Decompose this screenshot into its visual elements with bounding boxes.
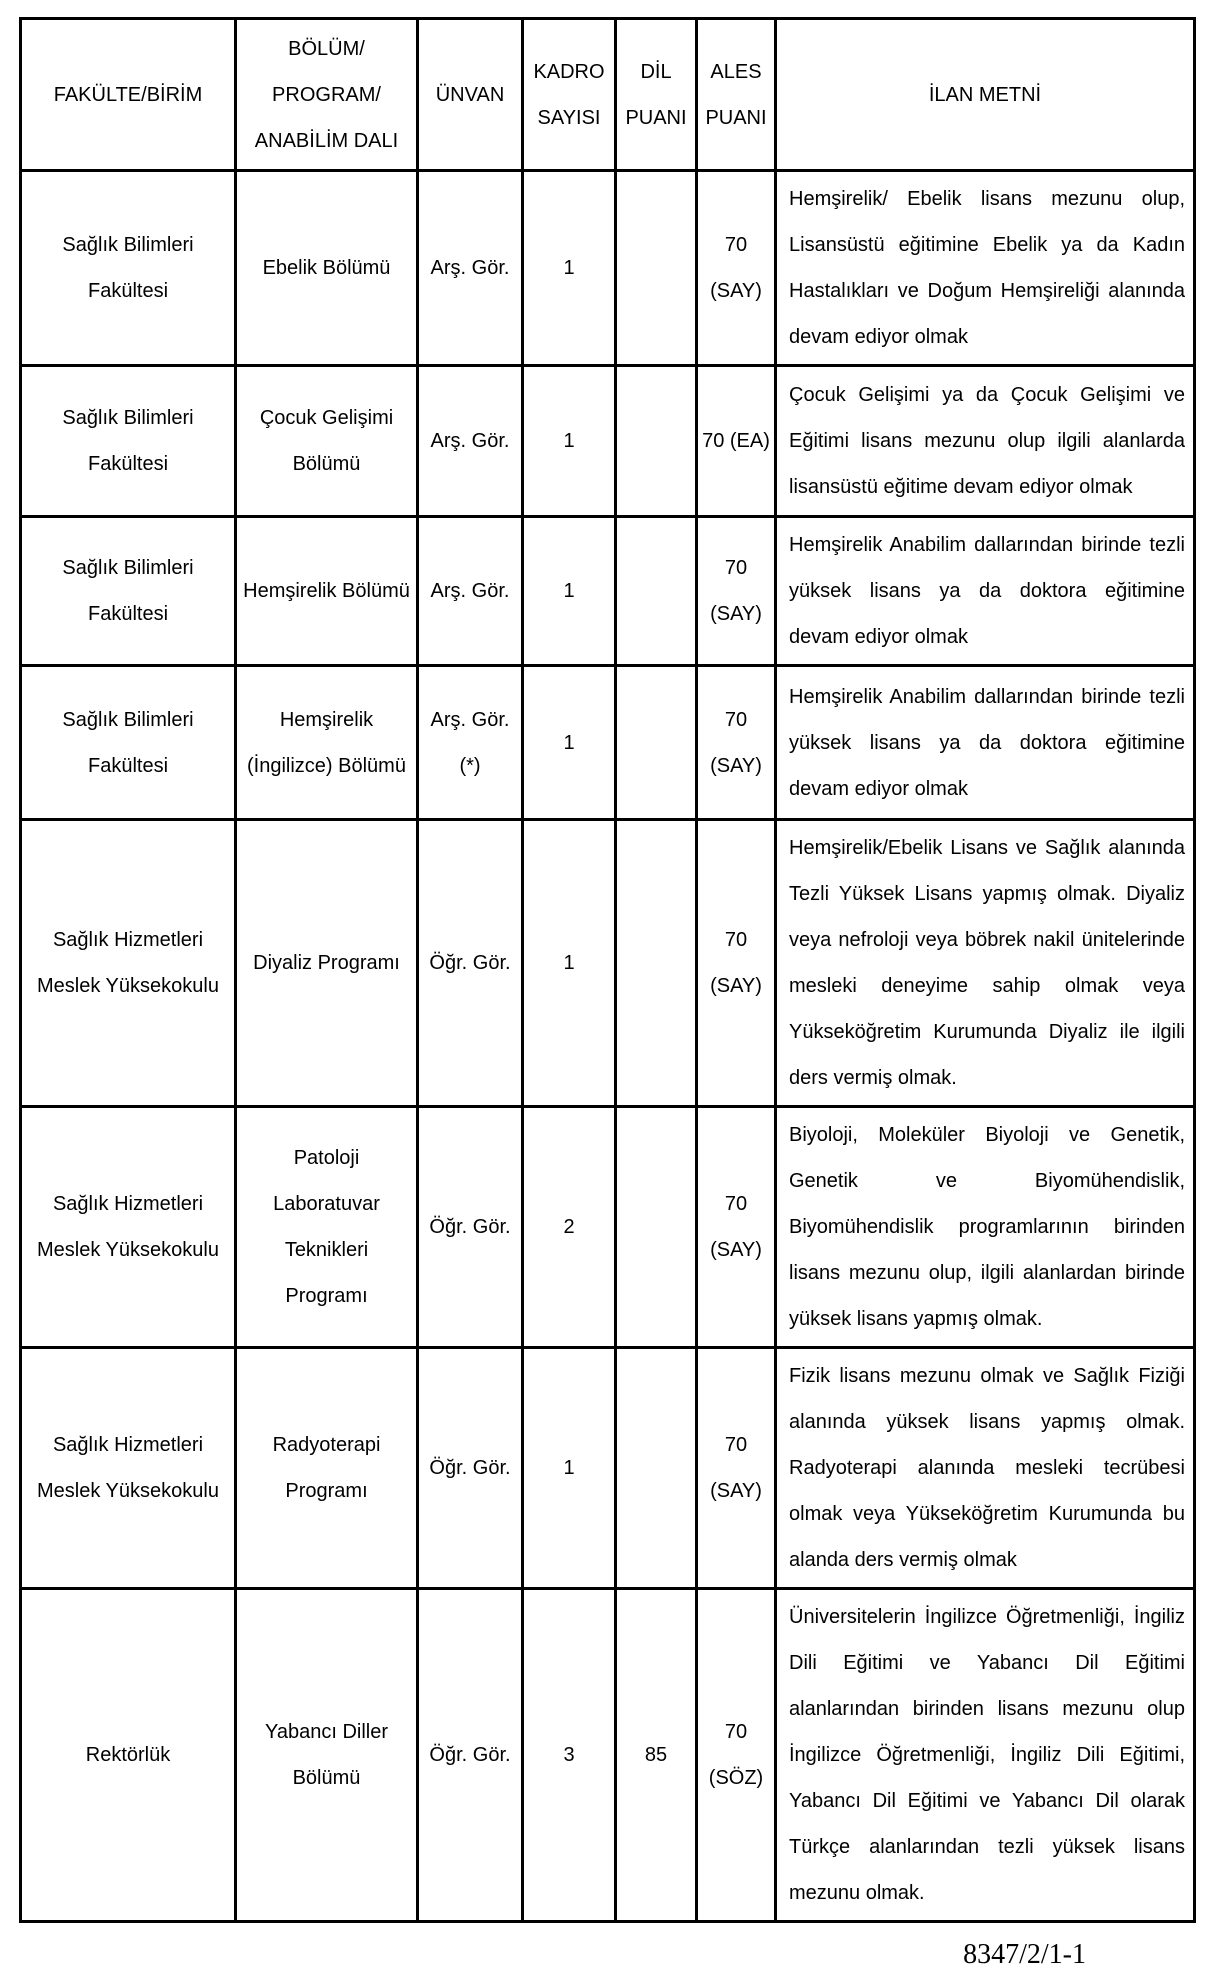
cell-unvan: Arş. Gör. (*) <box>418 666 523 820</box>
cell-bolum: Patoloji Laboratuvar Teknikleri Programı <box>236 1107 418 1348</box>
cell-fakulte: Sağlık Hizmetleri Meslek Yüksekokulu <box>21 820 236 1107</box>
cell-unvan: Öğr. Gör. <box>418 1107 523 1348</box>
cell-ales: 70 (SAY) <box>697 666 776 820</box>
table-row <box>21 666 1195 820</box>
cell-ilan: Biyoloji, Moleküler Biyoloji ve Genetik, Genetik ve Biyomühendislik, Biyomühendislik programlarının birinden lisans mezunu olup, ilgili alanlardan birinde yüksek lisans yapmış olmak. <box>776 1107 1195 1348</box>
cell-unvan: Arş. Gör. <box>418 366 523 517</box>
table-row <box>21 820 1195 1107</box>
cell-bolum: Diyaliz Programı <box>236 820 418 1107</box>
header-cell-fakulte: FAKÜLTE/BİRİM <box>21 19 236 171</box>
cell-unvan: Arş. Gör. <box>418 171 523 366</box>
table-row <box>21 366 1195 517</box>
header-cell-kadro-sayisi: KADRO SAYISI <box>523 19 616 171</box>
cell-dil <box>616 517 697 666</box>
cell-fakulte: Sağlık Hizmetleri Meslek Yüksekokulu <box>21 1348 236 1589</box>
cell-ales: 70 (SÖZ) <box>697 1589 776 1922</box>
cell-dil <box>616 666 697 820</box>
header-cell-unvan: ÜNVAN <box>418 19 523 171</box>
cell-bolum: Çocuk Gelişimi Bölümü <box>236 366 418 517</box>
cell-dil <box>616 1348 697 1589</box>
cell-fakulte: Sağlık Bilimleri Fakültesi <box>21 171 236 366</box>
cell-unvan: Arş. Gör. <box>418 517 523 666</box>
cell-ilan: Fizik lisans mezunu olmak ve Sağlık Fiziği alanında yüksek lisans yapmış olmak. Radyoterapi alanında mesleki tecrübesi olmak veya Yükseköğretim Kurumunda bu alanda ders vermiş olmak <box>776 1348 1195 1589</box>
cell-ilan: Hemşirelik/Ebelik Lisans ve Sağlık alanında Tezli Yüksek Lisans yapmış olmak. Diyaliz veya nefroloji veya böbrek nakil ünitelerinde mesleki deneyime sahip olmak veya Yükseköğretim Kurumunda Diyaliz ile ilgili ders vermiş olmak. <box>776 820 1195 1107</box>
table-row <box>21 1348 1195 1589</box>
cell-ales: 70 (SAY) <box>697 171 776 366</box>
cell-bolum: Yabancı Diller Bölümü <box>236 1589 418 1922</box>
cell-kadro: 3 <box>523 1589 616 1922</box>
cell-unvan: Öğr. Gör. <box>418 1348 523 1589</box>
cell-fakulte: Sağlık Bilimleri Fakültesi <box>21 517 236 666</box>
cell-ilan: Üniversitelerin İngilizce Öğretmenliği, İngiliz Dili Eğitimi ve Yabancı Dil Eğitimi alanlarından birinden lisans mezunu olup İngilizce Öğretmenliği, İngiliz Dili Eğitimi, Yabancı Dil Eğitimi ve Yabancı Dil olarak Türkçe alanlarından tezli yüksek lisans mezunu olmak. <box>776 1589 1195 1922</box>
cell-kadro: 1 <box>523 666 616 820</box>
cell-ilan: Hemşirelik Anabilim dallarından birinde tezli yüksek lisans ya da doktora eğitimine devam ediyor olmak <box>776 517 1195 666</box>
header-cell-ales-puani: ALES PUANI <box>697 19 776 171</box>
job-announcement-table <box>19 17 1196 1923</box>
cell-ilan: Hemşirelik Anabilim dallarından birinde tezli yüksek lisans ya da doktora eğitimine devam ediyor olmak <box>776 666 1195 820</box>
table-row <box>21 1107 1195 1348</box>
header-cell-ilan-metni: İLAN METNİ <box>776 19 1195 171</box>
cell-ilan: Çocuk Gelişimi ya da Çocuk Gelişimi ve Eğitimi lisans mezunu olup ilgili alanlarda lisansüstü eğitime devam ediyor olmak <box>776 366 1195 517</box>
cell-ilan: Hemşirelik/ Ebelik lisans mezunu olup, Lisansüstü eğitimine Ebelik ya da Kadın Hastalıkları ve Doğum Hemşireliği alanında devam ediyor olmak <box>776 171 1195 366</box>
cell-fakulte: Sağlık Hizmetleri Meslek Yüksekokulu <box>21 1107 236 1348</box>
cell-ales: 70 (EA) <box>697 366 776 517</box>
cell-kadro: 1 <box>523 171 616 366</box>
document-page <box>0 17 1214 1970</box>
cell-unvan: Öğr. Gör. <box>418 1589 523 1922</box>
cell-bolum: Radyoterapi Programı <box>236 1348 418 1589</box>
cell-dil <box>616 366 697 517</box>
table-row <box>21 517 1195 666</box>
cell-bolum: Ebelik Bölümü <box>236 171 418 366</box>
cell-dil: 85 <box>616 1589 697 1922</box>
cell-dil <box>616 820 697 1107</box>
cell-kadro: 2 <box>523 1107 616 1348</box>
cell-fakulte: Sağlık Bilimleri Fakültesi <box>21 666 236 820</box>
cell-bolum: Hemşirelik (İngilizce) Bölümü <box>236 666 418 820</box>
cell-bolum: Hemşirelik Bölümü <box>236 517 418 666</box>
cell-ales: 70 (SAY) <box>697 517 776 666</box>
cell-dil <box>616 1107 697 1348</box>
cell-kadro: 1 <box>523 366 616 517</box>
cell-fakulte: Sağlık Bilimleri Fakültesi <box>21 366 236 517</box>
header-cell-bolum: BÖLÜM/ PROGRAM/ ANABİLİM DALI <box>236 19 418 171</box>
table-row <box>21 1589 1195 1922</box>
document-ref-number: 8347/2/1-1 <box>963 1939 1086 1970</box>
cell-dil <box>616 171 697 366</box>
cell-fakulte: Rektörlük <box>21 1589 236 1922</box>
cell-ales: 70 (SAY) <box>697 1348 776 1589</box>
cell-kadro: 1 <box>523 1348 616 1589</box>
cell-ales: 70 (SAY) <box>697 1107 776 1348</box>
cell-kadro: 1 <box>523 820 616 1107</box>
cell-kadro: 1 <box>523 517 616 666</box>
header-cell-dil-puani: DİL PUANI <box>616 19 697 171</box>
cell-ales: 70 (SAY) <box>697 820 776 1107</box>
cell-unvan: Öğr. Gör. <box>418 820 523 1107</box>
table-row <box>21 171 1195 366</box>
header-row <box>21 19 1195 171</box>
